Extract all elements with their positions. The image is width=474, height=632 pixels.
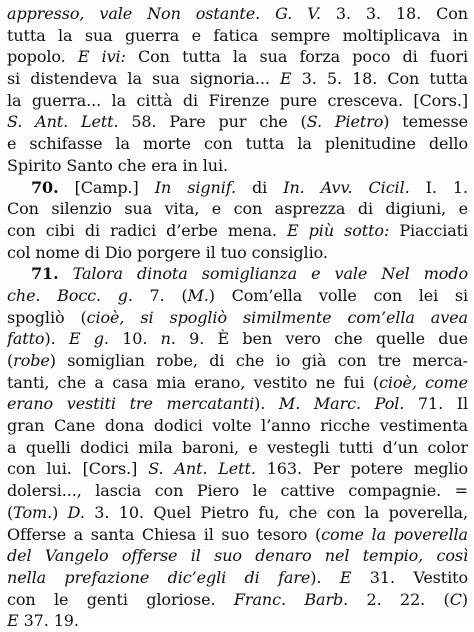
text-line — [7, 177, 468, 199]
italic-text: E più sotto: — [287, 220, 390, 240]
text-line — [7, 372, 468, 394]
text-line — [7, 437, 468, 459]
text-segment: col nome di Dio porgere il tuo consiglio. — [7, 242, 328, 262]
text-segment: popolo. — [7, 47, 78, 67]
text-segment: 9. È ben vero che quelle due — [175, 329, 468, 349]
text-segment: con le genti gloriose. — [7, 589, 234, 609]
text-segment: Con tutta la sua forza poco di fuori — [125, 47, 468, 67]
italic-text: nella prefazione dic’egli di fare — [7, 567, 311, 587]
text-line — [7, 155, 468, 177]
italic-text: In. Avv. Cicil. — [283, 177, 410, 197]
text-segment: Con silenzio sua vita, e con asprezza di digiuni, e — [7, 199, 468, 219]
text-line — [7, 263, 468, 285]
text-line — [7, 610, 468, 632]
text-line — [7, 350, 468, 372]
italic-text: Franc. Barb. — [233, 589, 349, 609]
text-line — [7, 242, 468, 264]
text-line — [7, 198, 468, 220]
text-segment: 71. Il — [404, 394, 468, 414]
text-line — [7, 285, 468, 307]
italic-text: cioè, come — [379, 372, 468, 392]
text-line — [7, 25, 468, 47]
text-segment: tutta la sua guerra e fatica sempre moltiplicava in — [7, 25, 468, 45]
italic-text: appresso, vale Non ostante. — [7, 4, 261, 23]
text-line — [7, 307, 468, 329]
italic-text: fatto — [7, 329, 45, 349]
italic-text: E — [279, 69, 292, 89]
italic-text: C — [449, 589, 462, 609]
text-line — [7, 393, 468, 415]
text-segment: 58. Pare pur che ( — [118, 112, 307, 132]
text-line — [7, 567, 468, 589]
text-segment: ) — [52, 502, 68, 522]
text-segment: ). — [254, 394, 279, 414]
italic-text: G. V. — [275, 4, 321, 23]
text-segment: Piacciati — [389, 220, 468, 240]
italic-text: D. — [67, 502, 85, 522]
text-segment: I. 1. — [409, 177, 468, 197]
italic-text: In signif. — [154, 177, 236, 197]
text-line — [7, 46, 468, 68]
text-segment: 3. 5. 18. Con tutta — [291, 69, 468, 89]
italic-text: erano vestiti tre mercatanti — [7, 394, 255, 414]
text-line — [7, 458, 468, 480]
text-segment: 2. 22. ( — [348, 589, 450, 609]
text-segment: [Camp.] — [58, 177, 155, 197]
text-segment: con cibi di radici d’erbe mena. — [7, 220, 287, 240]
text-line — [7, 502, 468, 524]
italic-text: come la poverella — [321, 524, 468, 544]
text-segment: ) Com’ella volle con lei si — [208, 285, 468, 305]
text-segment: ). — [44, 329, 69, 349]
text-segment: ( — [7, 351, 14, 370]
text-line — [7, 545, 468, 567]
text-segment: e schifasse la morte con tutta la plenitudine dello — [7, 134, 468, 154]
text-line — [7, 524, 468, 546]
italic-text: E — [7, 611, 19, 631]
text-segment: tanti, che a casa mia erano, vestito ne fui ( — [7, 372, 380, 392]
text-segment: ) temesse — [383, 112, 468, 132]
text-segment: a quelli dodici mila baroni, e vestegli tutti d’un color — [7, 437, 468, 457]
text-segment: 3. 10. Quel Pietro fu, che con la poverella, — [84, 502, 468, 522]
italic-text: S. Ant. Lett. — [148, 459, 256, 479]
text-line — [7, 480, 468, 502]
italic-text: M. — [187, 285, 209, 305]
section-number: 71. — [31, 264, 59, 284]
text-segment: 37. 19. — [18, 611, 79, 631]
section-number: 70. — [31, 177, 59, 197]
italic-text: Tom. — [13, 502, 53, 522]
italic-text: cioè, si spogliò similmente com’ella avea — [86, 307, 468, 327]
text-segment: di — [235, 177, 284, 197]
text-line — [7, 589, 468, 611]
italic-text: del Vangelo offerse il suo denaro nel tempio, così — [7, 546, 468, 566]
text-segment: spogliò ( — [7, 307, 87, 327]
italic-text: E — [339, 567, 352, 587]
text-segment: 7. ( — [132, 285, 188, 305]
dictionary-entry-text — [7, 3, 468, 632]
italic-text: E g. — [68, 329, 109, 349]
text-segment: ( — [7, 502, 14, 522]
text-line — [7, 111, 468, 133]
text-line — [7, 68, 468, 90]
text-segment: gran Cane dona dodici volte l’anno ricche vestimenta — [7, 416, 468, 436]
italic-text: E ivi: — [77, 47, 126, 67]
text-segment: 31. Vestito — [351, 567, 468, 587]
text-line — [7, 328, 468, 350]
text-line — [7, 90, 468, 112]
text-segment — [260, 4, 275, 23]
text-segment: 163. Per potere meglio — [255, 459, 468, 479]
text-segment: con lui. [Cors.] — [7, 459, 149, 479]
text-segment: Spirito Santo che era in lui. — [7, 155, 228, 175]
text-segment: ) — [461, 589, 468, 609]
text-line — [7, 133, 468, 155]
italic-text: M. Marc. Pol. — [278, 394, 405, 414]
text-segment: la guerra... la città di Firenze pure cresceva. [Cors.] — [7, 90, 468, 110]
text-line — [7, 3, 468, 25]
text-segment: 10. — [108, 329, 161, 349]
text-segment: ). — [310, 567, 340, 587]
italic-text: Talora dinota somiglianza e vale Nel modo — [72, 264, 468, 284]
italic-text: robe — [13, 351, 50, 370]
text-segment — [59, 264, 73, 283]
italic-text: S. Ant. Lett. — [7, 112, 119, 132]
text-line — [7, 415, 468, 437]
text-segment: Offerse a santa Chiesa il suo tesoro ( — [7, 524, 322, 544]
text-segment: dolersi..., lascia con Piero le cattive compagnie. = — [7, 481, 468, 501]
text-segment: si distendeva la sua signoria... — [7, 69, 280, 89]
italic-text: che. Bocc. g. — [7, 285, 133, 305]
text-line — [7, 220, 468, 242]
text-segment: 3. 3. 18. Con — [320, 4, 468, 23]
text-segment: ) somiglian robe, di che io già con tre merca- — [49, 351, 468, 370]
italic-text: S. Pietro — [306, 112, 384, 132]
italic-text: n. — [160, 329, 176, 349]
